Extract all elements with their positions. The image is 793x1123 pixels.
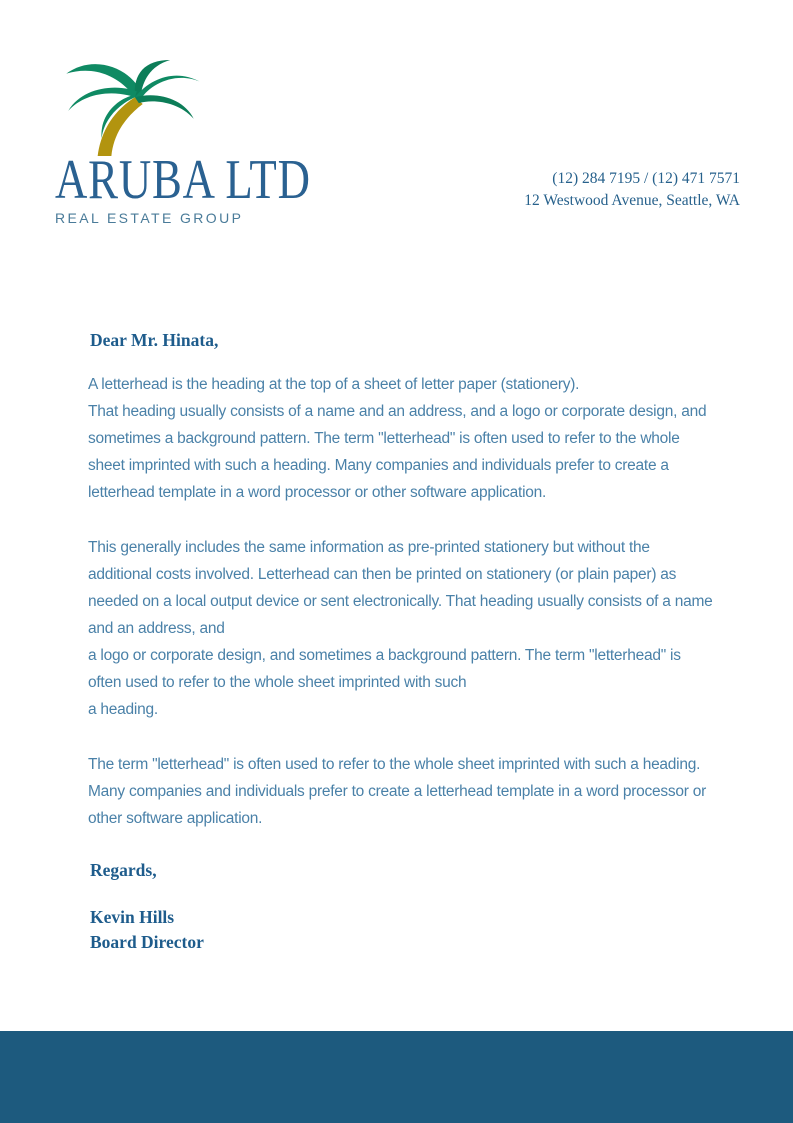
- palm-frond: [135, 95, 194, 118]
- greeting: Dear Mr. Hinata,: [90, 330, 219, 350]
- paragraph: [88, 751, 708, 832]
- contact-address: 12 Westwood Avenue, Seattle, WA: [524, 192, 740, 209]
- paragraph-line: Many companies and individuals prefer to create a letterhead template in a word processor or: [88, 783, 707, 800]
- paragraph-line: The term "letterhead" is often used to refer to the whole sheet imprinted with such a heading.: [88, 756, 701, 773]
- paragraph-line: needed on a local output device or sent electronically. That heading usually consists of a name: [88, 593, 713, 610]
- letter-paragraphs: [88, 371, 713, 860]
- palm-tree-icon: [55, 58, 205, 156]
- paragraph-line: That heading usually consists of a name and an address, and a logo or corporate design, and: [88, 403, 707, 420]
- company-logo: [55, 58, 345, 226]
- paragraph-line: a logo or corporate design, and sometimes a background pattern. The term "letterhead" is: [88, 647, 681, 664]
- paragraph-line: A letterhead is the heading at the top of a sheet of letter paper (stationery).: [88, 376, 580, 393]
- paragraph-line: additional costs involved. Letterhead can then be printed on stationery (or plain paper) as: [88, 566, 677, 583]
- footer-band: [0, 1031, 793, 1123]
- paragraph: [88, 371, 708, 506]
- company-name: ARUBA LTD: [55, 149, 311, 211]
- paragraph-line: sometimes a background pattern. The term "letterhead" is often used to refer to the whole: [88, 430, 680, 447]
- paragraph-line: and an address, and: [88, 620, 225, 637]
- contact-info: [524, 168, 740, 212]
- company-tagline: REAL ESTATE GROUP: [55, 210, 244, 226]
- paragraph-line: sheet imprinted with such a heading. Many companies and individuals prefer to create a: [88, 457, 669, 474]
- signature-title: Board Director: [90, 932, 204, 952]
- contact-phone: (12) 284 7195 / (12) 471 7571: [552, 170, 740, 187]
- paragraph-line: other software application.: [88, 810, 263, 827]
- signature-name: Kevin Hills: [90, 907, 175, 927]
- closing: Regards,: [90, 860, 157, 880]
- paragraph: [88, 534, 713, 723]
- paragraph-line: often used to refer to the whole sheet imprinted with such: [88, 674, 467, 691]
- paragraph-line: a heading.: [88, 701, 158, 718]
- paragraph-line: This generally includes the same information as pre-printed stationery but without the: [88, 539, 650, 556]
- paragraph-line: letterhead template in a word processor or other software application.: [88, 484, 547, 501]
- signature-block: [90, 905, 204, 955]
